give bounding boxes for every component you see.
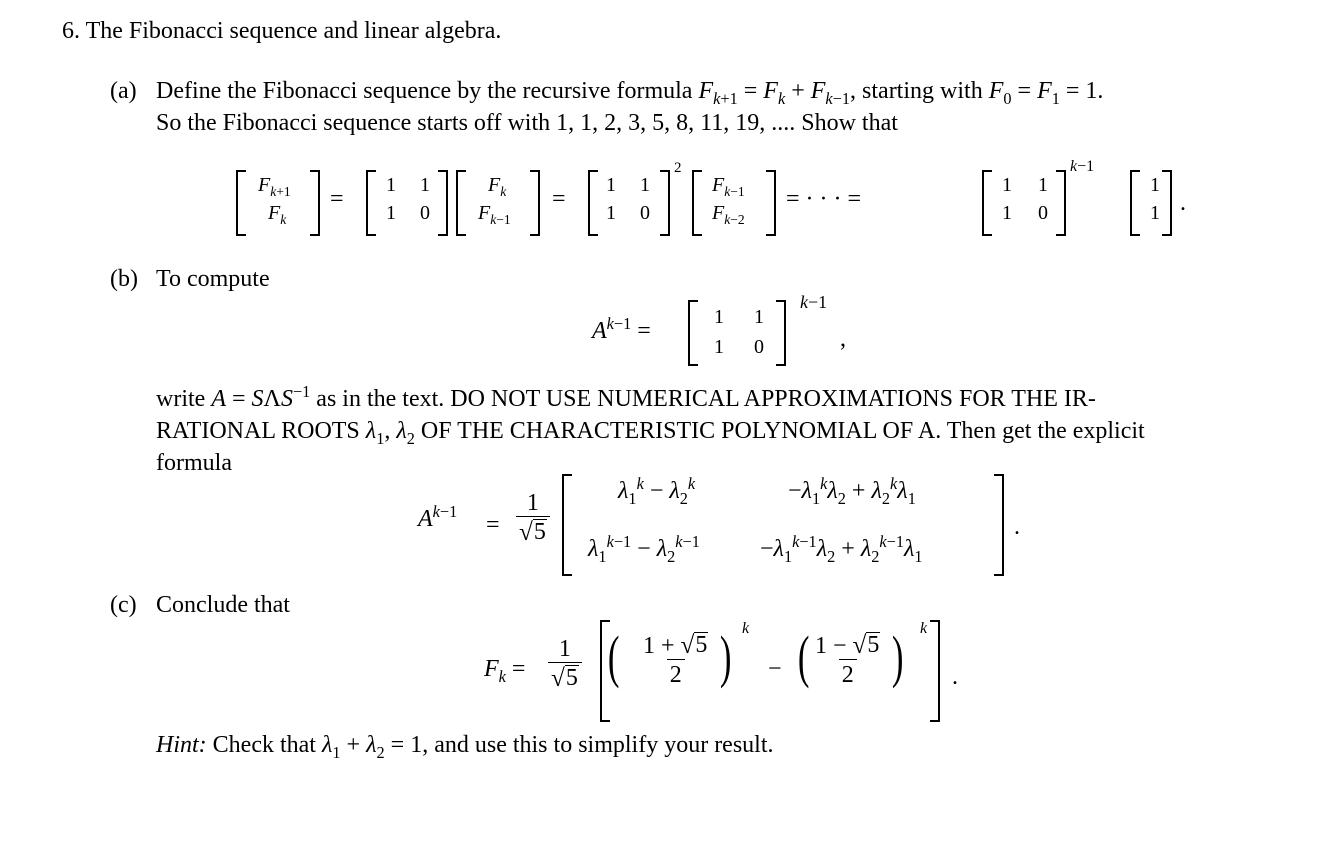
problem-title: The Fibonacci sequence and linear algebra. xyxy=(85,18,502,44)
part-a-line-1 xyxy=(156,78,1104,108)
hint-label: Hint: xyxy=(156,732,207,758)
initial-conditions: $F_0 = F_1 = 1$. xyxy=(988,78,1104,108)
part-c-label: (c) xyxy=(110,592,137,618)
part-a-line-1-text: Define the Fibonacci sequence by the recursive formula xyxy=(156,78,693,104)
part-b-label: (b) xyxy=(110,266,138,292)
part-b-line-1: write $A = S\Lambda S^{-1}$ as in the text. DO NOT USE NUMERICAL APPROXIMATIONS FOR THE IR- xyxy=(156,382,1096,412)
part-b-intro: To compute xyxy=(156,266,270,292)
fibonacci-sequence: 1, 1, 2, 3, 5, 8, 11, 19, .... xyxy=(556,110,796,136)
show-that: Show that xyxy=(801,110,898,136)
part-a-label: (a) xyxy=(110,78,137,104)
problem-number: 6. xyxy=(62,18,80,44)
problem-heading xyxy=(62,18,501,45)
part-a-line-2 xyxy=(156,110,898,137)
part-a-line-1-mid: starting with xyxy=(862,78,983,104)
part-c-intro: Conclude that xyxy=(156,592,290,618)
hint: Hint: Check that $\lambda_1 + \lambda_2 = 1$, and use this to simplify your result. xyxy=(156,732,774,762)
part-a-line-2-text: So the Fibonacci sequence starts off with xyxy=(156,110,551,136)
part-b-line-3: formula xyxy=(156,450,232,476)
recursion-formula: $F_{k+1} = F_k + F_{k-1}$, xyxy=(698,78,857,108)
part-b-line-2: RATIONAL ROOTS $\lambda_1$, $\lambda_2$ OF THE CHARACTERISTIC POLYNOMIAL OF A. Then get the explicit xyxy=(156,418,1145,448)
